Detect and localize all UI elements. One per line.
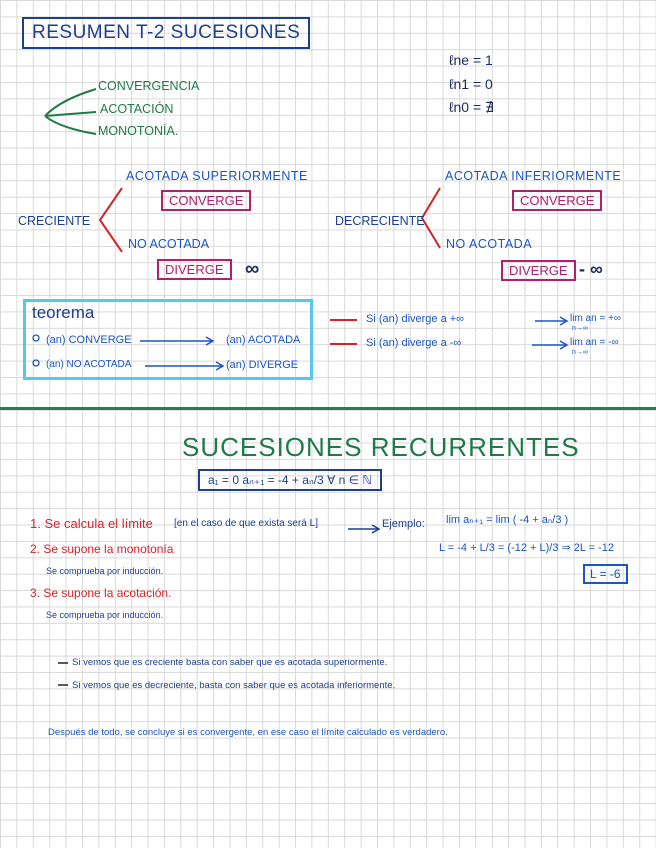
diverge-badge-dec: DIVERGE [501,260,576,281]
remark-2: Si vemos que es decreciente, basta con saber que es acotada inferiormente. [72,680,396,691]
converge-badge: CONVERGE [161,190,251,211]
divergence-line1: Si (an) diverge a +∞ [366,313,465,325]
section-title: SUCESIONES RECURRENTES [182,432,580,462]
log-identity-2: ℓn1 = 0 [449,76,493,92]
divergence-line2-sub: n→∞ [572,349,588,356]
theorem-line1-right: (an) ACOTADA [226,334,301,346]
log-identity-3: ℓn0 = ∄ [449,99,494,115]
divergence-line1-sub: n→∞ [572,325,588,332]
creciente-label: CRECIENTE [18,214,91,228]
divergence-line2-result: lim an = -∞ [570,337,619,348]
theorem-title: teorema [32,303,95,322]
conclusion: Después de todo, se concluye si es convergente, en ese caso el límite calculado es verdadero. [48,727,448,738]
minus-infinity-symbol: - ∞ [579,259,603,279]
section-divider [0,407,656,410]
divergence-line2: Si (an) diverge a -∞ [366,337,462,349]
acotada-inferiormente: ACOTADA INFERIORMENTE [445,169,622,183]
example-label: Ejemplo: [382,518,425,530]
step-1-note: [en el caso de que exista será L] [174,518,318,529]
no-acotada-label-dec: NO ACOTADA [446,237,533,251]
acotada-superiormente: ACOTADA SUPERIORMENTE [126,169,308,183]
property-convergencia: CONVERGENCIA [98,79,200,93]
no-acotada-label: NO ACOTADA [128,237,210,251]
property-monotonia: MONOTONÍA. [98,124,179,138]
step-3-note: Se comprueba por inducción. [46,610,164,620]
example-equation: L = -4 + L/3 = (-12 + L)/3 ⇒ 2L = -12 [439,542,615,554]
remark-1: Si vemos que es creciente basta con saber que es acotada superiormente. [72,657,388,668]
theorem-line2-left: (an) NO ACOTADA [46,359,132,370]
diverge-badge: DIVERGE [157,259,232,280]
step-1: 1. Se calcula el límite [30,516,153,531]
step-2-note: Se comprueba por inducción. [46,566,164,576]
property-acotacion: ACOTACIÓN [100,102,174,116]
example-limit: lim aₙ₊₁ = lim ( -4 + aₙ/3 ) [446,514,569,526]
log-identity-1: ℓne = 1 [449,52,493,68]
converge-badge-dec: CONVERGE [512,190,602,211]
decreciente-label: DECRECIENTE [335,214,425,228]
example-result: L = -6 [583,564,628,584]
step-2: 2. Se supone la monotonía [30,542,174,556]
page-title: RESUMEN T-2 SUCESIONES [22,17,310,49]
recurrence-formula: a₁ = 0 aₙ₊₁ = -4 + aₙ/3 ∀ n ∈ ℕ [198,469,382,491]
divergence-line1-result: lim an = +∞ [570,313,622,324]
theorem-line1-left: (an) CONVERGE [46,334,132,346]
step-3: 3. Se supone la acotación. [30,586,172,600]
theorem-line2-right: (an) DIVERGE [226,359,299,371]
infinity-symbol: ∞ [245,258,260,280]
